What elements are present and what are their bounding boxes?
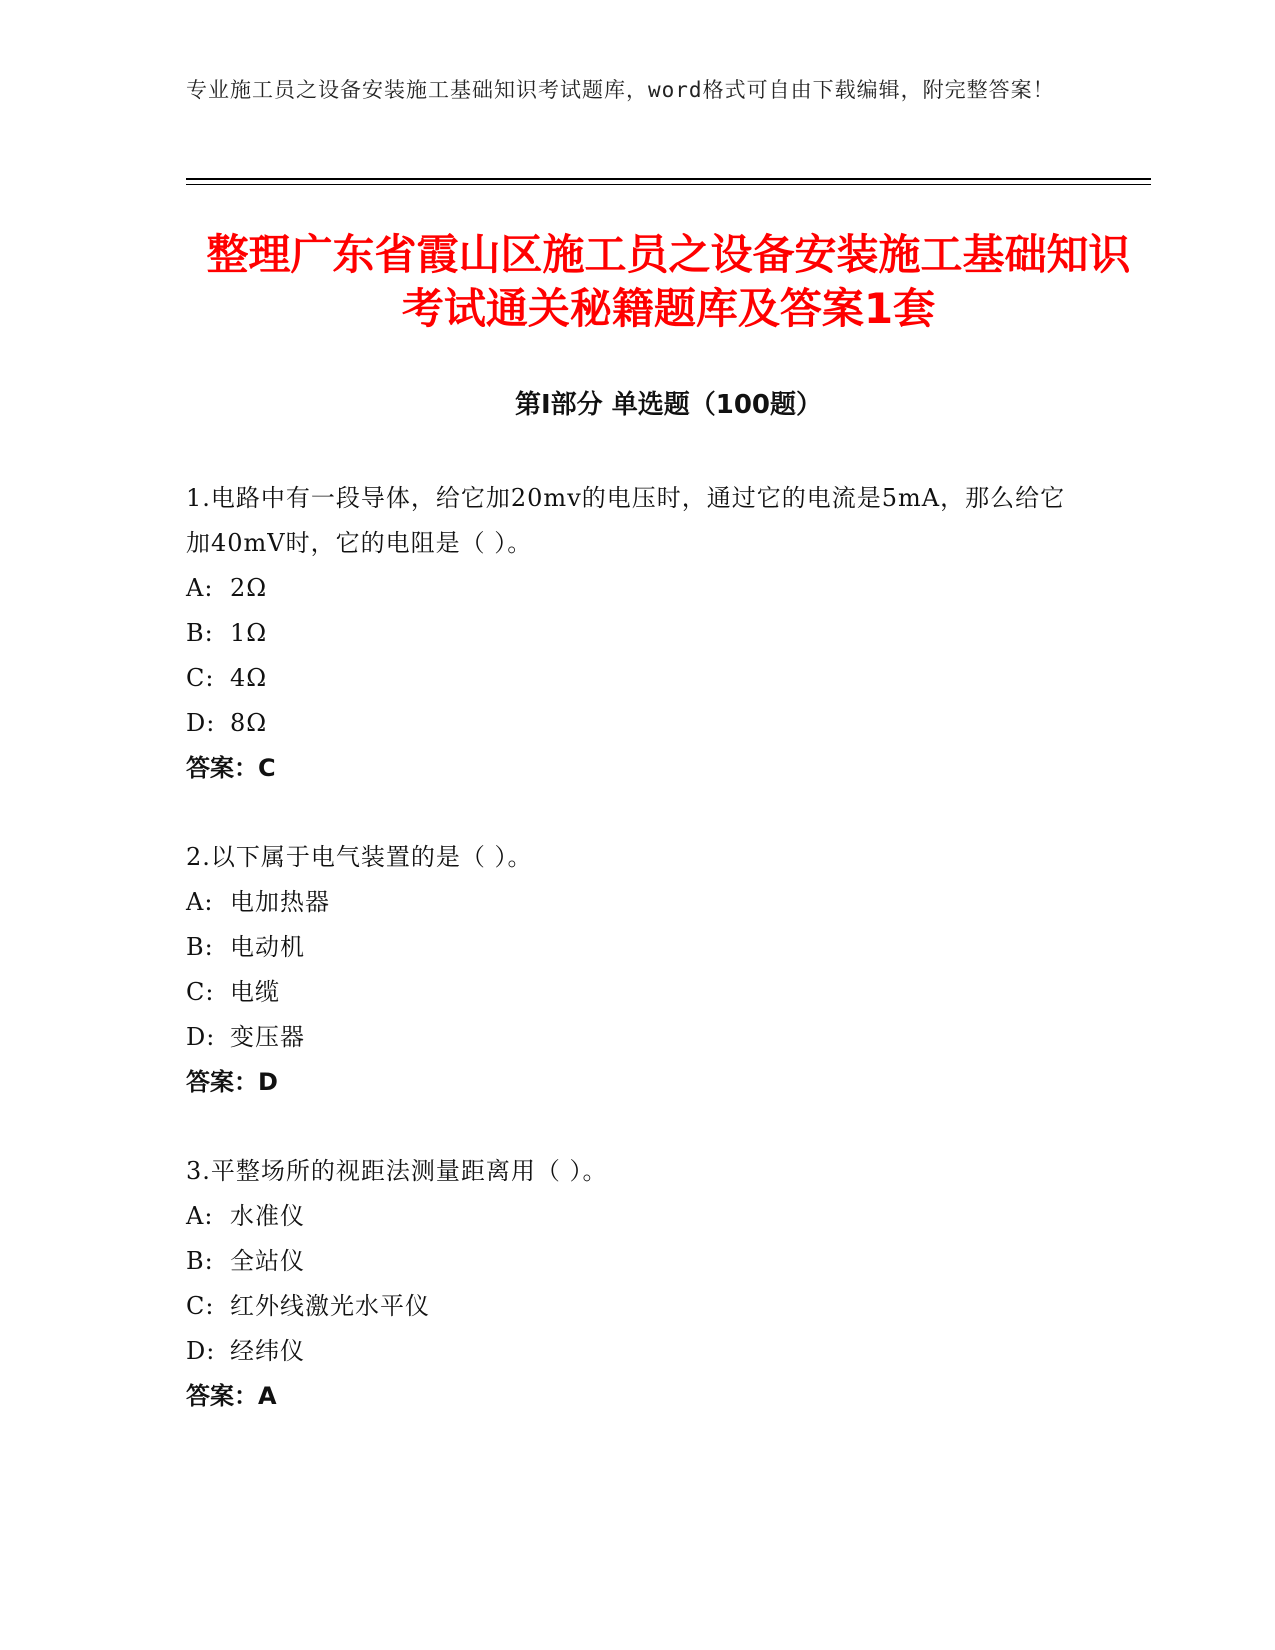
- question-text: 2.以下属于电气装置的是（ ）。: [186, 843, 533, 871]
- answer-line: 答案：A: [186, 1382, 277, 1410]
- option-letter: A:: [186, 888, 214, 916]
- option-text: 电动机: [230, 933, 305, 961]
- option-letter: C:: [186, 978, 215, 1006]
- option-a: [186, 566, 1076, 611]
- question-list: [186, 476, 1076, 1463]
- option-text: 4Ω: [230, 664, 268, 692]
- question-text: 1.电路中有一段导体，给它加20mv的电压时，通过它的电流是5mA，那么给它加40mV时，它的电阻是（ ）。: [186, 484, 1066, 557]
- option-a: [186, 1194, 1076, 1239]
- option-b: [186, 611, 1076, 656]
- section-heading: 第Ⅰ部分 单选题（100题）: [515, 390, 822, 420]
- header-note: 专业施工员之设备安装施工基础知识考试题库，word格式可自由下载编辑，附完整答案！: [186, 78, 1055, 102]
- option-letter: D:: [186, 1337, 216, 1365]
- option-c: [186, 656, 1076, 701]
- question-text: 3.平整场所的视距法测量距离用（ ）。: [186, 1157, 608, 1185]
- option-text: 红外线激光水平仪: [230, 1292, 430, 1320]
- option-text: 电加热器: [230, 888, 330, 916]
- option-letter: B:: [186, 619, 214, 647]
- question-1: [186, 476, 1076, 791]
- option-b: [186, 1239, 1076, 1284]
- option-letter: B:: [186, 1247, 214, 1275]
- option-text: 1Ω: [230, 619, 268, 647]
- option-c: [186, 970, 1076, 1015]
- document-title: 整理广东省霞山区施工员之设备安装施工基础知识考试通关秘籍题库及答案1套: [206, 230, 1131, 333]
- option-text: 全站仪: [230, 1247, 305, 1275]
- option-text: 变压器: [230, 1023, 305, 1051]
- option-letter: B:: [186, 933, 214, 961]
- option-text: 水准仪: [230, 1202, 305, 1230]
- option-letter: D:: [186, 1023, 216, 1051]
- option-letter: D:: [186, 709, 216, 737]
- option-a: [186, 880, 1076, 925]
- option-c: [186, 1284, 1076, 1329]
- option-text: 8Ω: [230, 709, 268, 737]
- answer-line: 答案：C: [186, 754, 276, 782]
- answer-line: 答案：D: [186, 1068, 278, 1096]
- option-text: 经纬仪: [230, 1337, 305, 1365]
- option-text: 2Ω: [230, 574, 268, 602]
- option-letter: C:: [186, 1292, 215, 1320]
- option-d: [186, 701, 1076, 746]
- option-text: 电缆: [230, 978, 280, 1006]
- option-d: [186, 1329, 1076, 1374]
- header-divider-thick: [186, 178, 1151, 180]
- option-letter: A:: [186, 1202, 214, 1230]
- option-b: [186, 925, 1076, 970]
- header-divider-thin: [186, 184, 1151, 185]
- question-3: [186, 1149, 1076, 1419]
- option-letter: A:: [186, 574, 214, 602]
- option-letter: C:: [186, 664, 215, 692]
- option-d: [186, 1015, 1076, 1060]
- question-2: [186, 835, 1076, 1105]
